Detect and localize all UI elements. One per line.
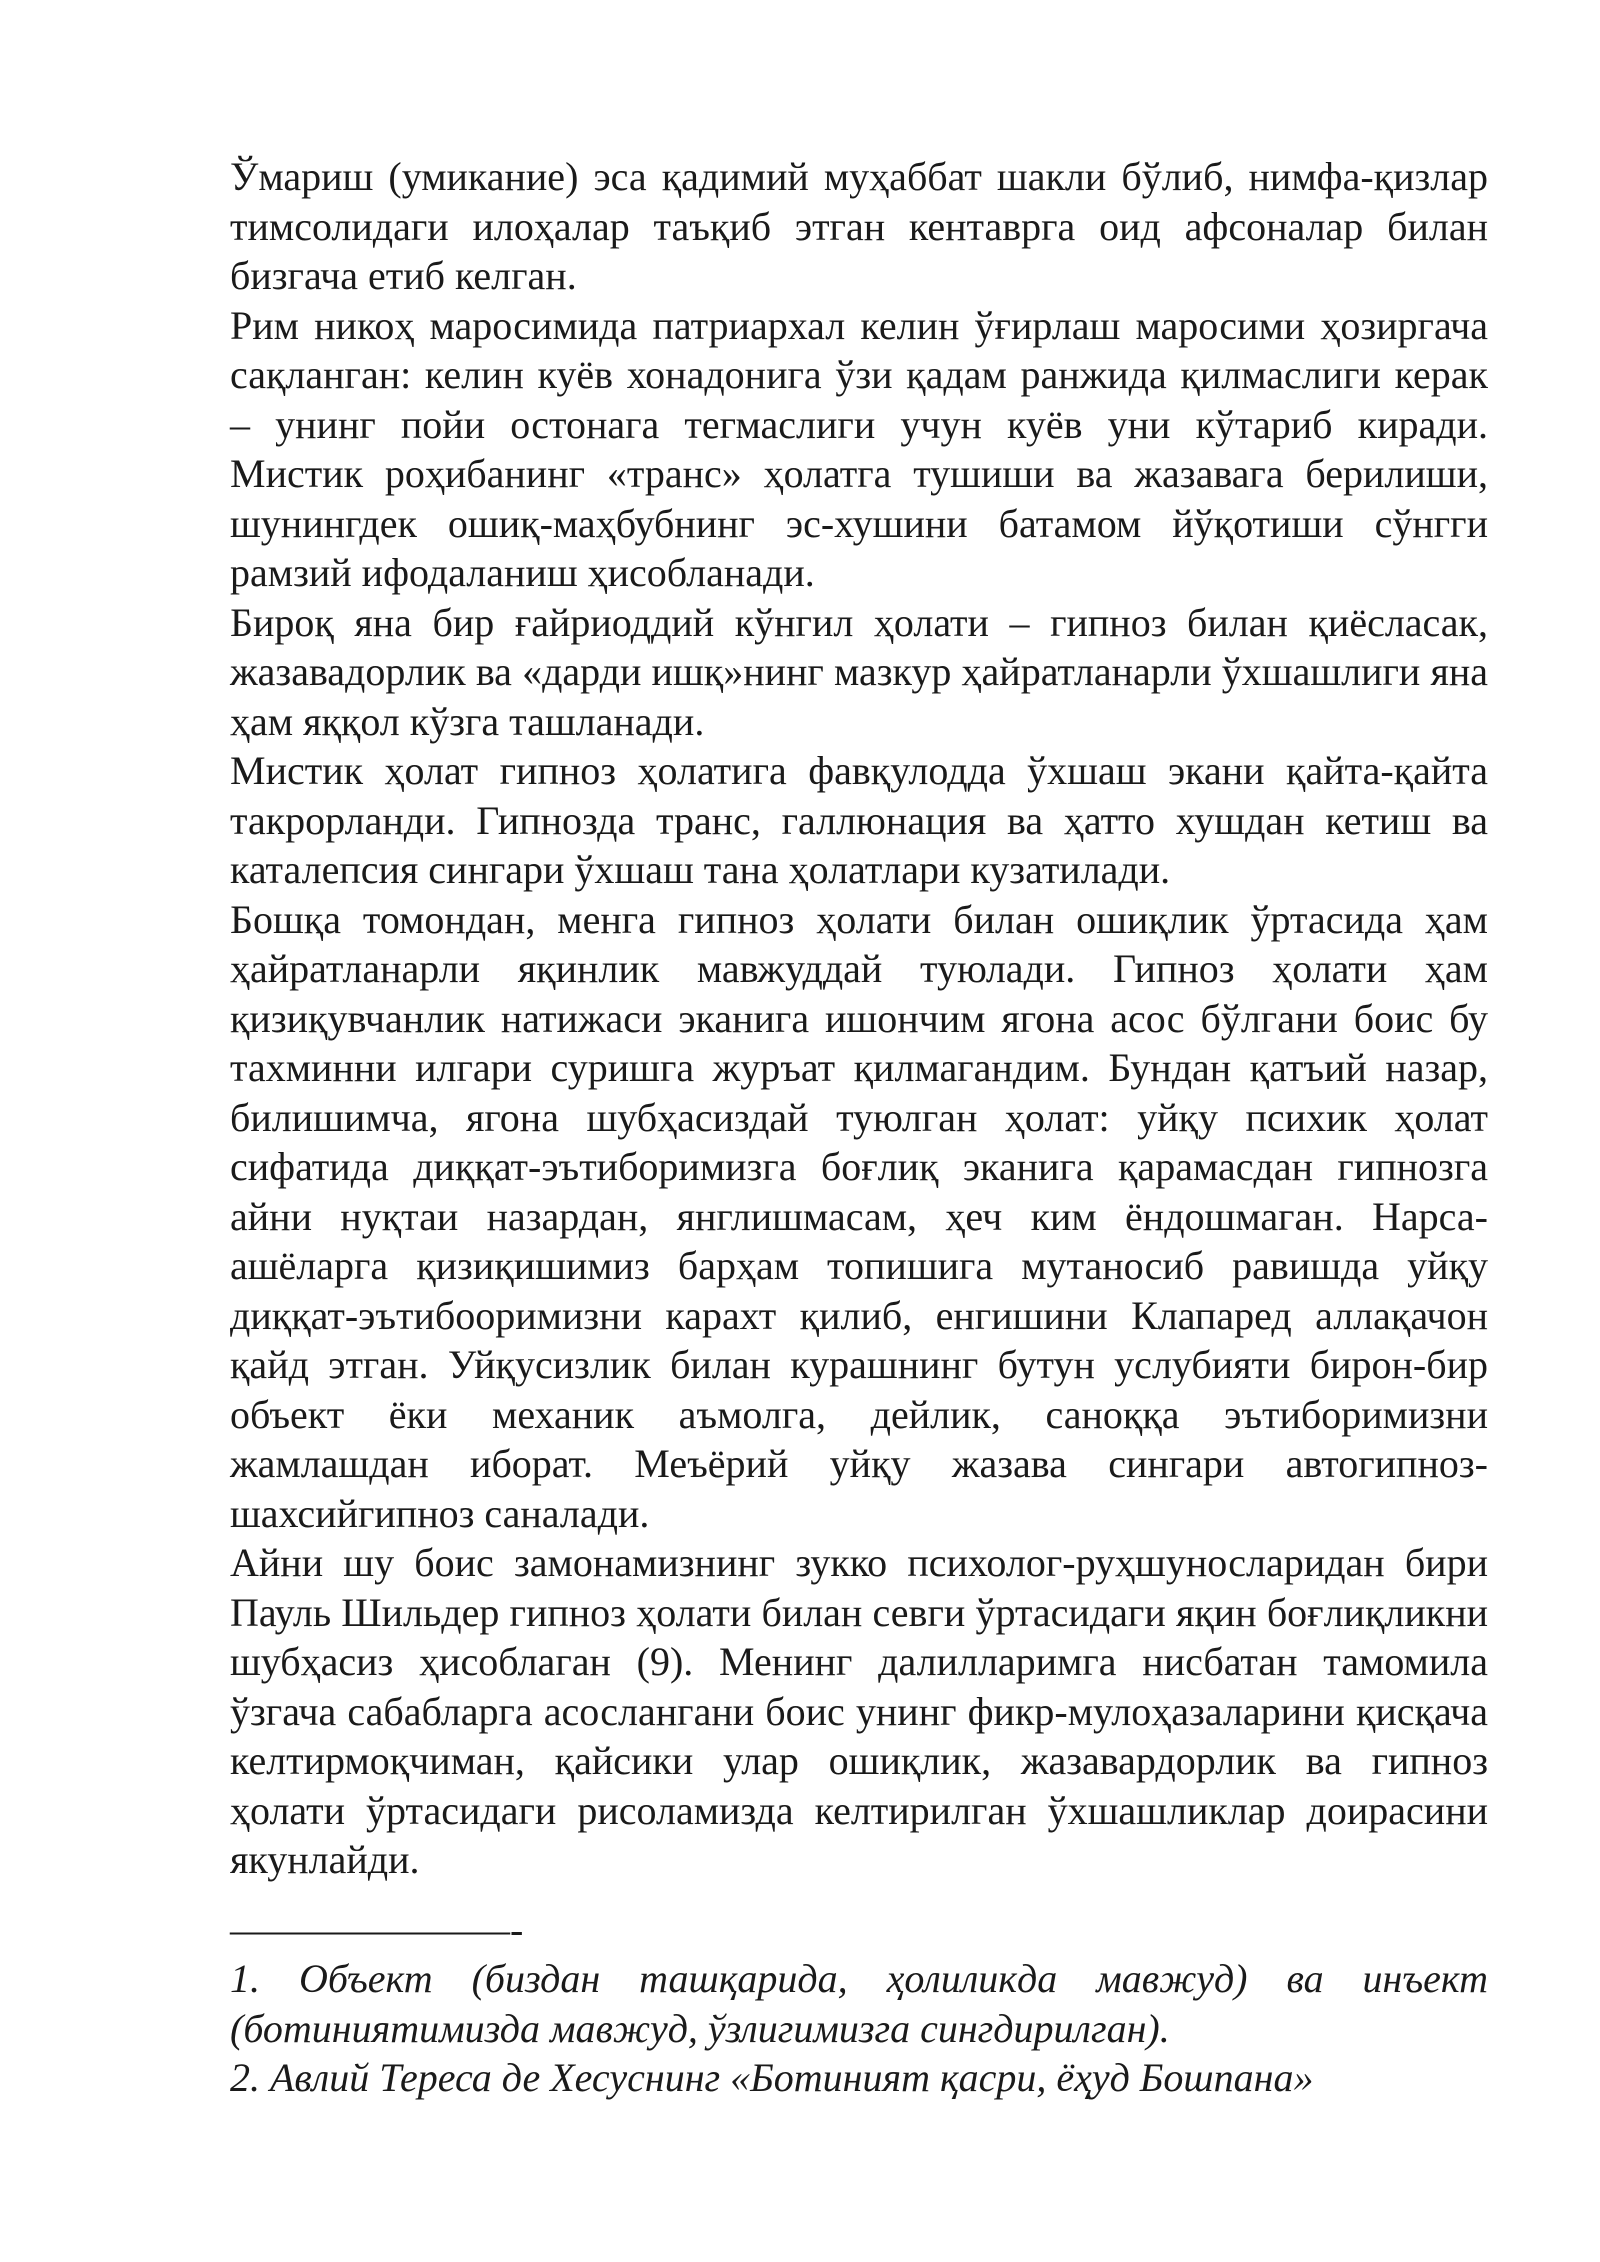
body-paragraph-5: Бошқа томондан, менга гипноз ҳолати билан ошиқлик ўртасида ҳам ҳайратланарли яқинлик мавжуддай туюлади. Гипноз ҳолати ҳам қизиқувчанлик натижаси эканига ишончим ягона асос бўлгани боис бу тахминни илгари суришга журъат қилмагандим. Бундан қатъий назар, билишимча, ягона шубҳасиздай туюлган ҳолат: уйқу психик ҳолат сифатида диққат-эътиборимизга боғлиқ эканига қарамасдан гипнозга айни нуқтаи назардан, янглишмасам, ҳеч ким ёндошмаган. Нарса-ашёларга қизиқишимиз барҳам топишига мутаносиб равишда уйқу диққат-эътибооримизни карахт қилиб, енгишини Клапаред аллақачон қайд этган. Уйқусизлик билан курашнинг бутун услубияти бирон-бир объект ёки механик аъмолга, дейлик, саноққа эътиборимизни жамлашдан иборат. Меъёрий уйқу жазава сингари автогипноз-шахсийгипноз саналади. bbox=[230, 896, 1488, 1536]
body-paragraph-3: Бироқ яна бир ғайриоддий кўнгил ҳолати – гипноз билан қиёсласак, жазавадорлик ва «дарди ишқ»нинг мазкур ҳайратланарли ўхшашлиги яна ҳам яққол кўзга ташланади. bbox=[230, 599, 1488, 744]
document-page bbox=[230, 152, 1488, 2103]
body-paragraph-2: Рим никоҳ маросимида патриархал келин ўғирлаш маросими ҳозиргача сақланган: келин куёв хонадонига ўзи қадам ранжида қилмаслиги керак – унинг пойи остонага тегмаслиги учун куёв уни кўтариб киради. Мистик роҳибанинг «транс» ҳолатга тушиши ва жазавага берилиши, шунингдек ошиқ-маҳбубнинг эс-хушини батамом йўқотиши сўнгги рамзий ифодаланиш ҳисобланади. bbox=[230, 302, 1488, 595]
footnote-2: 2. Авлий Тереса де Хесуснинг «Ботиният қасри, ёҳуд Бошпана» bbox=[230, 2055, 1314, 2100]
body-paragraph-1: Ўмариш (умикание) эса қадимий муҳаббат шакли бўлиб, нимфа-қизлар тимсолидаги илоҳалар таъқиб этган кентаврга оид афсоналар билан бизгача етиб келган. bbox=[230, 154, 1488, 298]
body-paragraph-4: Мистик ҳолат гипноз ҳолатига фавқулодда ўхшаш экани қайта-қайта такрорланди. Гипнозда транс, галлюнация ва ҳатто хушдан кетиш ва каталепсия сингари ўхшаш тана ҳолатлари кузатилади. bbox=[230, 748, 1488, 892]
body-paragraph-6: Айни шу боис замонамизнинг зукко психолог-руҳшуносларидан бири Пауль Шильдер гипноз ҳолати билан севги ўртасидаги яқин боғлиқликни шубҳасиз ҳисоблаган (9). Менинг далилларимга нисбатан тамомила ўзгача сабабларга асослангани боис унинг фикр-мулоҳазаларини қисқача келтирмоқчиман, қайсики улар ошиқлик, жазавардорлик ва гипноз ҳолати ўртасидаги рисоламизда келтирилган ўхшашликлар доирасини якунлайди. bbox=[230, 1540, 1488, 1882]
footnote-1: 1. Объект (биздан ташқарида, ҳолиликда мавжуд) ва инъект (ботиниятимизда мавжуд, ўзлигимизга сингдирилган). bbox=[230, 1956, 1488, 2051]
footnote-separator: ———————- bbox=[230, 1906, 524, 1952]
